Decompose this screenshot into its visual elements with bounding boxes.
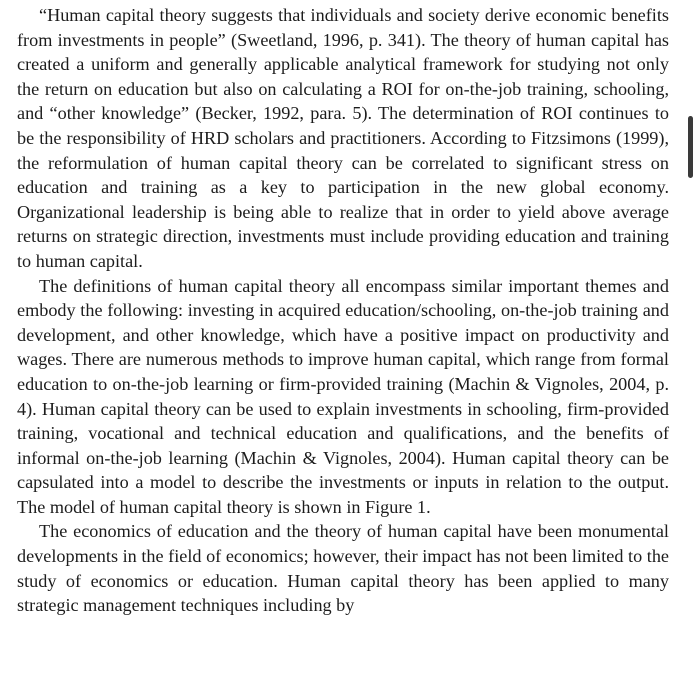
paragraph-2: The definitions of human capital theory all encompass similar important themes and embody the following: investing in acquired education/schooling, on-the-job training and development, and other knowledge, which have a positive impact on productivity and wages. There are numerous methods to improve human capital, which range from formal education to on-the-job learning or firm-provided training (Machin & Vignoles, 2004, p. 4). Human capital theory can be used to explain investments in schooling, firm-provided training, vocational and technical education and qualifications, and the benefits of informal on-the-job learning (Machin & Vignoles, 2004). Human capital theory can be capsulated into a model to describe the investments or inputs in relation to the output. The model of human capital theory is shown in Figure 1. (17, 275, 669, 517)
scrollbar-thumb[interactable] (688, 116, 693, 178)
paragraph-3: The economics of education and the theory of human capital have been monumental developments in the field of economics; however, their impact has not been limited to the study of economics or education. Human capital theory has been applied to many strategic management techniques including by (17, 521, 669, 616)
document-page (17, 3, 669, 618)
paragraph-1: “Human capital theory suggests that individuals and society derive economic benefits from investments in people” (Sweetland, 1996, p. 341). The theory of human capital has created a uniform and generally applicable analytical framework for studying not only the return on education but also on calculating a ROI for on-the-job training, schooling, and “other knowledge” (Becker, 1992, para. 5). The determination of ROI continues to be the responsibility of HRD scholars and practitioners. According to Fitzsimons (1999), the reformulation of human capital theory can be correlated to significant stress on education and training as a key to participation in the new global economy. Organizational leadership is being able to realize that in order to yield above average returns on strategic direction, investments must include providing education and training to human capital. (17, 5, 669, 271)
